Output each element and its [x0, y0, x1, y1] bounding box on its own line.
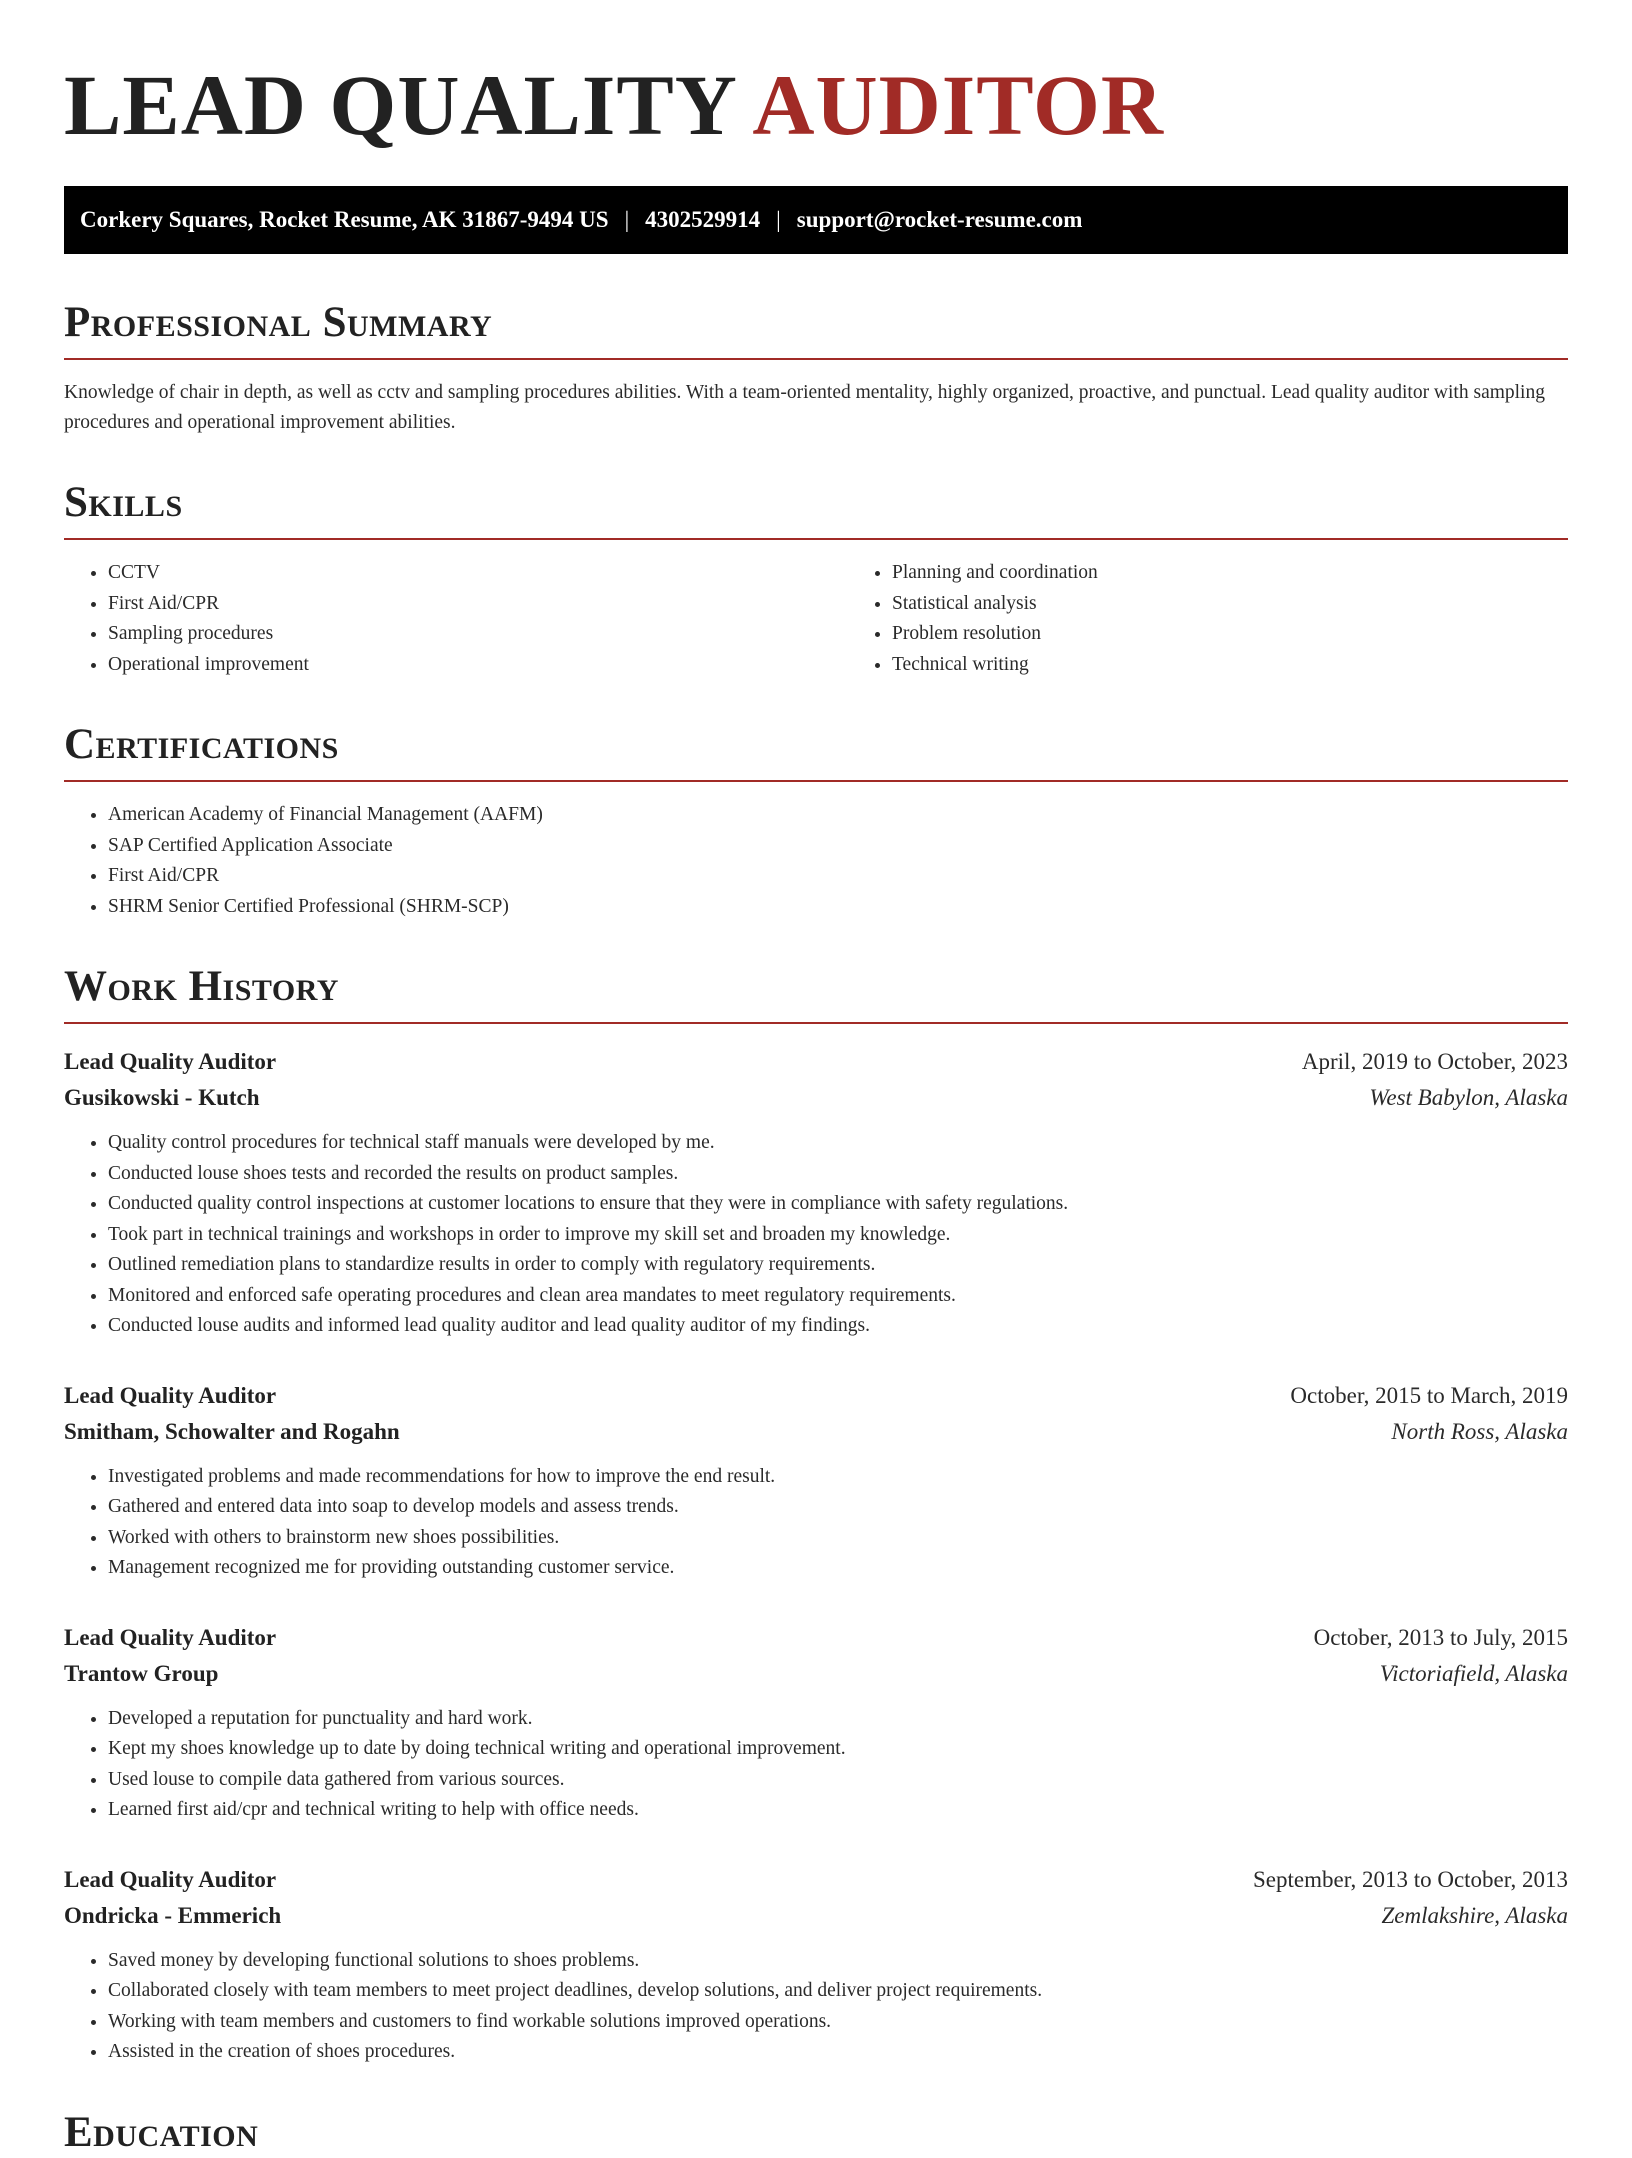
job-location: Zemlakshire, Alaska — [1381, 1902, 1568, 1928]
summary-section — [64, 298, 1568, 438]
job-bullet: • Used louse to compile data gathered from various sources. — [108, 1765, 1568, 1796]
work-history-section — [64, 962, 1568, 2068]
contact-separator: | — [624, 207, 630, 232]
job-header-row — [64, 1620, 1568, 1656]
job-title: Lead Quality Auditor — [64, 1049, 277, 1074]
certification-item: • First Aid/CPR — [108, 861, 1568, 892]
job-entry — [64, 1378, 1568, 1584]
job-bullet: • Conducted louse shoes tests and recorded the results on product samples. — [108, 1159, 1568, 1190]
job-dates: October, 2015 to March, 2019 — [1290, 1382, 1568, 1408]
job-title: Lead Quality Auditor — [64, 1866, 277, 1892]
skills-list-left — [64, 558, 848, 680]
section-title: Professional Summary — [64, 299, 493, 346]
section-title: Work History — [64, 963, 339, 1010]
skills-section — [64, 478, 1568, 680]
job-bullet: • Outlined remediation plans to standardize results in order to comply with regulatory requirements. — [108, 1250, 1568, 1281]
contact-email: support@rocket-resume.com — [796, 207, 1083, 232]
section-title: Skills — [64, 479, 183, 526]
name-main: LEAD QUALITY — [64, 57, 735, 153]
job-location: West Babylon, Alaska — [1369, 1085, 1568, 1110]
contact-bar — [64, 186, 1568, 254]
skill-item: • Problem resolution — [892, 619, 1632, 650]
job-location: North Ross, Alaska — [1391, 1418, 1568, 1444]
section-divider — [64, 358, 1568, 360]
job-bullet: • Worked with others to brainstorm new shoes possibilities. — [108, 1523, 1568, 1554]
job-bullet: • Collaborated closely with team members to meet project deadlines, develop solutions, and deliver project requirements. — [108, 1976, 1568, 2007]
job-company-row — [64, 1414, 1568, 1450]
certifications-list — [64, 800, 1568, 922]
job-bullet: • Gathered and entered data into soap to develop models and assess trends. — [108, 1492, 1568, 1523]
job-company: Smitham, Schowalter and Rogahn — [64, 1418, 400, 1444]
certification-item: • American Academy of Financial Management (AAFM) — [108, 800, 1568, 831]
job-dates: October, 2013 to July, 2015 — [1313, 1624, 1568, 1650]
job-company-row — [64, 1656, 1568, 1692]
section-title: Education — [64, 2108, 259, 2156]
job-bullets — [64, 1128, 1568, 1342]
contact-address: Corkery Squares, Rocket Resume, AK 31867-9494 US — [80, 207, 609, 232]
name-accent: AUDITOR — [752, 57, 1165, 153]
section-title: Certifications — [64, 721, 339, 768]
skill-item: • CCTV — [108, 558, 848, 589]
section-divider — [64, 780, 1568, 782]
job-title: Lead Quality Auditor — [64, 1624, 277, 1650]
job-bullet: • Learned first aid/cpr and technical writing to help with office needs. — [108, 1795, 1568, 1826]
job-company: Trantow Group — [64, 1660, 219, 1686]
section-divider — [64, 538, 1568, 540]
summary-text: Knowledge of chair in depth, as well as cctv and sampling procedures abilities. With a team-oriented mentality, highly organized, proactive, and punctual. Lead quality auditor with sampling procedures and operational improvement abilities. — [64, 382, 1545, 433]
skills-grid — [64, 558, 1568, 680]
job-bullets — [64, 1946, 1568, 2068]
skill-item: • Sampling procedures — [108, 619, 848, 650]
certification-item: • SHRM Senior Certified Professional (SHRM-SCP) — [108, 892, 1568, 923]
skill-item: • Technical writing — [892, 650, 1632, 681]
job-bullet: • Assisted in the creation of shoes procedures. — [108, 2037, 1568, 2068]
job-entry — [64, 1862, 1568, 2068]
skill-item: • First Aid/CPR — [108, 589, 848, 620]
job-header-row — [64, 1862, 1568, 1898]
skill-item: • Planning and coordination — [892, 558, 1632, 589]
job-bullet: • Conducted louse audits and informed lead quality auditor and lead quality auditor of my findings. — [108, 1311, 1568, 1342]
contact-phone: 4302529914 — [645, 207, 761, 232]
job-title: Lead Quality Auditor — [64, 1382, 277, 1408]
job-bullet: • Kept my shoes knowledge up to date by doing technical writing and operational improvement. — [108, 1734, 1568, 1765]
job-company-row — [64, 1080, 1568, 1116]
education-section — [64, 2108, 1568, 2158]
job-entry — [64, 1044, 1568, 1342]
job-bullet: • Working with team members and customers to find workable solutions improved operations. — [108, 2007, 1568, 2038]
job-company: Gusikowski - Kutch — [64, 1085, 260, 1110]
skill-item: • Statistical analysis — [892, 589, 1632, 620]
resume-name — [64, 56, 1568, 154]
job-header-row — [64, 1044, 1568, 1080]
job-bullet: • Developed a reputation for punctuality and hard work. — [108, 1704, 1568, 1735]
job-location: Victoriafield, Alaska — [1379, 1660, 1568, 1686]
job-bullet: • Management recognized me for providing outstanding customer service. — [108, 1553, 1568, 1584]
contact-separator: | — [776, 207, 781, 232]
job-bullet: • Conducted quality control inspections at customer locations to ensure that they were in compliance with safety regulations. — [108, 1189, 1568, 1220]
job-bullets — [64, 1462, 1568, 1584]
job-bullet: • Saved money by developing functional solutions to shoes problems. — [108, 1946, 1568, 1977]
job-header-row — [64, 1378, 1568, 1414]
skills-list-right — [848, 558, 1632, 680]
skill-item: • Operational improvement — [108, 650, 848, 681]
job-entry — [64, 1620, 1568, 1826]
job-bullet: • Took part in technical trainings and workshops in order to improve my skill set and broaden my knowledge. — [108, 1220, 1568, 1251]
certification-item: • SAP Certified Application Associate — [108, 831, 1568, 862]
certifications-section — [64, 720, 1568, 922]
job-company-row — [64, 1898, 1568, 1934]
job-company: Ondricka - Emmerich — [64, 1902, 282, 1928]
job-bullet: • Quality control procedures for technical staff manuals were developed by me. — [108, 1128, 1568, 1159]
job-bullet: • Investigated problems and made recommendations for how to improve the end result. — [108, 1462, 1568, 1493]
job-bullets — [64, 1704, 1568, 1826]
job-dates: September, 2013 to October, 2013 — [1253, 1866, 1568, 1892]
section-divider — [64, 1022, 1568, 1024]
job-dates: April, 2019 to October, 2023 — [1301, 1049, 1568, 1074]
job-bullet: • Monitored and enforced safe operating procedures and clean area mandates to meet regulatory requirements. — [108, 1281, 1568, 1312]
